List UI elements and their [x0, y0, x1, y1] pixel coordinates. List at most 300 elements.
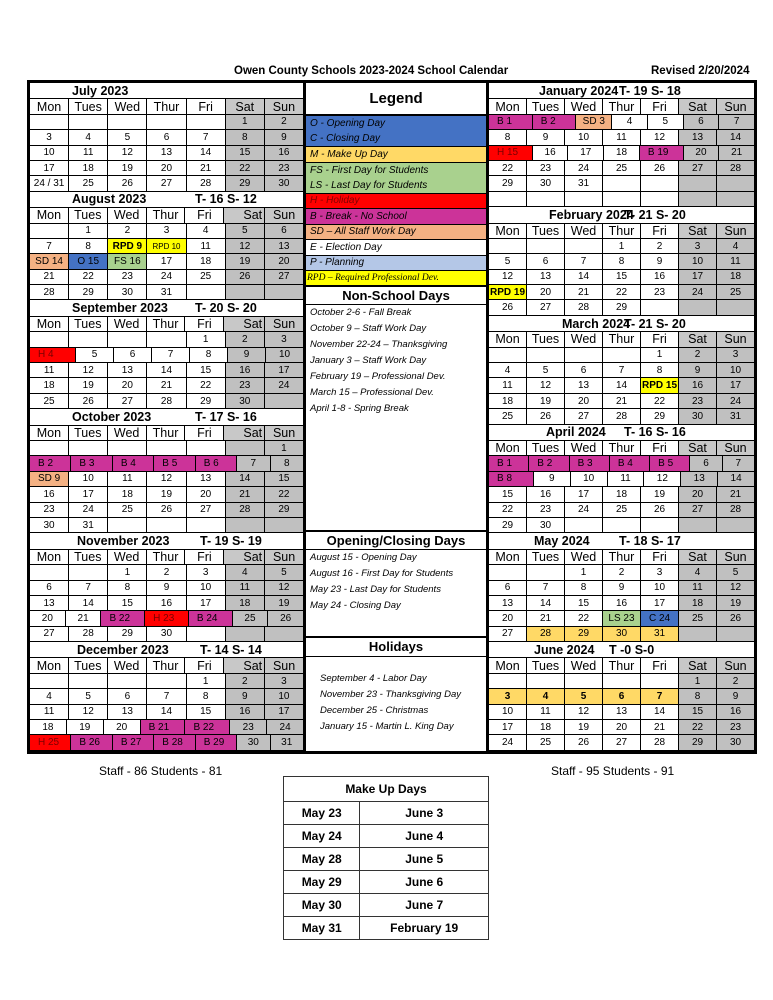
weekday-header-mon: Mon: [489, 99, 527, 114]
day-cell: 24: [147, 270, 186, 285]
make-up-day: June 5: [360, 848, 489, 871]
day-cell: [265, 627, 303, 642]
day-cell: [565, 239, 603, 254]
weekday-header-wed: Wed: [108, 99, 147, 114]
day-cell: 18: [489, 394, 527, 409]
day-cell: 2: [679, 348, 717, 363]
week-row: [30, 565, 303, 580]
month-title-row: [30, 83, 303, 99]
day-cell: RPD 15: [641, 378, 679, 393]
calendar-grid: [27, 80, 757, 754]
day-cell: B 22: [185, 720, 230, 735]
weekday-header-sun: Sun: [717, 99, 754, 114]
week-row: [30, 472, 303, 487]
day-cell: 25: [603, 161, 641, 176]
week-row: [489, 503, 754, 518]
day-cell: 31: [717, 409, 754, 424]
month-title-row: [30, 642, 303, 658]
day-cell: 28: [603, 409, 641, 424]
day-cell: 12: [147, 472, 186, 487]
day-cell: 10: [571, 472, 608, 487]
day-cell: 15: [187, 705, 226, 720]
day-cell: 15: [108, 596, 147, 611]
day-cell: [108, 115, 147, 130]
day-cell: 20: [265, 254, 303, 269]
weekday-header-wed: Wed: [565, 224, 603, 239]
day-cell: 5: [226, 224, 265, 239]
weekday-header-row: [30, 426, 303, 441]
weekday-header-row: [489, 658, 754, 673]
day-cell: 14: [147, 705, 186, 720]
list-item: April 1-8 - Spring Break: [310, 403, 409, 414]
month-title-row: [489, 533, 754, 549]
day-cell: 20: [684, 146, 720, 161]
day-cell: [30, 332, 69, 347]
day-cell: 15: [226, 146, 265, 161]
day-cell: 26: [226, 270, 265, 285]
week-row: [489, 456, 754, 471]
weekday-header-sun: Sun: [265, 426, 303, 441]
week-row: [30, 224, 303, 239]
day-cell: 7: [603, 363, 641, 378]
day-cell: 7: [152, 348, 190, 363]
weekday-header-tues: Tues: [69, 550, 108, 565]
weekday-header-fri: Fri: [185, 658, 224, 673]
spring-totals: Staff - 95 Students - 91: [551, 764, 675, 778]
day-cell: 4: [527, 689, 565, 704]
day-cell: 1: [187, 332, 226, 347]
day-cell: 18: [226, 596, 265, 611]
day-cell: 11: [226, 581, 265, 596]
weekday-header-tues: Tues: [527, 332, 565, 347]
legend-item: O - Opening Day: [306, 116, 486, 132]
week-row: [489, 239, 754, 254]
day-cell: 2: [265, 115, 303, 130]
day-cell: [265, 394, 303, 409]
day-cell: 20: [489, 611, 527, 626]
weekday-header-sat: Sat: [226, 99, 265, 114]
day-cell: [603, 518, 641, 533]
weekday-header-row: [489, 550, 754, 565]
day-cell: [147, 518, 186, 533]
day-cell: 25: [69, 176, 108, 191]
day-cell: 1: [679, 674, 717, 689]
weekday-header-fri: Fri: [185, 426, 224, 441]
weekday-header-sat: Sat: [679, 550, 717, 565]
day-cell: 5: [565, 689, 603, 704]
week-row: [489, 409, 754, 424]
day-cell: 1: [108, 565, 147, 580]
day-cell: 8: [190, 348, 228, 363]
weekday-header-row: [30, 208, 303, 223]
day-cell: 29: [265, 503, 303, 518]
day-cell: 13: [265, 239, 303, 254]
day-cell: 17: [568, 146, 604, 161]
week-row: [30, 487, 303, 502]
day-cell: 23: [108, 270, 147, 285]
week-row: [489, 254, 754, 269]
day-cell: 14: [527, 596, 565, 611]
weekday-header-row: [30, 550, 303, 565]
day-cell: 24: [489, 735, 527, 750]
day-cell: B 6: [196, 456, 237, 471]
list-item: January 15 - Martin L. King Day: [320, 721, 454, 732]
week-row: [489, 720, 754, 735]
week-row: [489, 565, 754, 580]
week-row: [489, 627, 754, 642]
make-up-row: [284, 894, 489, 917]
weekday-header-sat: Sat: [679, 441, 717, 456]
day-cell: 28: [717, 161, 754, 176]
original-day: May 28: [284, 848, 360, 871]
day-cell: 16: [226, 363, 265, 378]
day-cell: [69, 674, 108, 689]
day-cell: 6: [265, 224, 303, 239]
day-cell: 24: [679, 285, 717, 300]
weekday-header-sun: Sun: [265, 99, 303, 114]
week-row: [489, 146, 754, 161]
day-cell: 16: [603, 596, 641, 611]
month-title-row: [489, 316, 754, 332]
day-cell: 3: [489, 689, 527, 704]
day-cell: 28: [30, 285, 69, 300]
weekday-header-sun: Sun: [717, 658, 754, 673]
day-cell: 21: [641, 720, 679, 735]
day-cell: 11: [30, 363, 69, 378]
day-cell: 13: [679, 130, 717, 145]
week-row: [30, 130, 303, 145]
day-cell: 21: [226, 487, 265, 502]
day-cell: 24: [267, 720, 303, 735]
weekday-header-row: [489, 332, 754, 347]
weekday-header-fri: Fri: [641, 99, 679, 114]
weekday-header-wed: Wed: [565, 441, 603, 456]
day-cell: 30: [30, 518, 69, 533]
day-cell: 9: [228, 348, 266, 363]
day-cell: C 24: [641, 611, 679, 626]
week-row: [30, 394, 303, 409]
day-cell: 25: [489, 409, 527, 424]
day-cell: 23: [30, 503, 69, 518]
day-cell: 9: [147, 581, 186, 596]
day-cell: 14: [226, 472, 265, 487]
weekday-header-row: [30, 658, 303, 673]
weekday-header-fri: Fri: [185, 317, 224, 332]
week-row: [489, 176, 754, 191]
day-cell: 21: [719, 146, 754, 161]
day-cell: 16: [226, 705, 265, 720]
weekday-header-thur: Thur: [147, 550, 186, 565]
weekday-header-wed: Wed: [108, 550, 147, 565]
day-cell: 27: [147, 176, 186, 191]
day-cell: [226, 627, 265, 642]
day-cell: 11: [679, 581, 717, 596]
day-cell: 30: [108, 285, 147, 300]
day-cell: 10: [265, 689, 303, 704]
weekday-header-fri: Fri: [641, 224, 679, 239]
day-cell: 30: [527, 518, 565, 533]
day-cell: 26: [527, 409, 565, 424]
month-title-row: [30, 300, 303, 316]
day-cell: 4: [717, 239, 754, 254]
day-cell: B 4: [610, 456, 650, 471]
day-cell: [717, 176, 754, 191]
day-cell: 22: [679, 720, 717, 735]
day-cell: 12: [644, 472, 681, 487]
day-cell: 18: [717, 270, 754, 285]
day-cell: [717, 192, 754, 207]
weekday-header-tues: Tues: [527, 224, 565, 239]
day-cell: 18: [679, 596, 717, 611]
day-cell: 7: [641, 689, 679, 704]
day-cell: 17: [69, 487, 108, 502]
day-cell: 6: [147, 130, 186, 145]
day-cell: 23: [265, 161, 303, 176]
day-cell: 27: [489, 627, 527, 642]
day-cell: [603, 348, 641, 363]
weekday-header-mon: Mon: [30, 208, 69, 223]
day-cell: 26: [565, 735, 603, 750]
day-cell: 24: [565, 503, 603, 518]
day-cell: B 2: [529, 456, 569, 471]
day-cell: 31: [69, 518, 108, 533]
day-cell: 27: [30, 627, 69, 642]
day-cell: 21: [527, 611, 565, 626]
day-cell: 8: [565, 581, 603, 596]
day-cell: 16: [641, 270, 679, 285]
day-cell: H 4: [30, 348, 76, 363]
day-cell: B 4: [113, 456, 154, 471]
day-cell: 5: [69, 689, 108, 704]
weekday-header-tues: Tues: [69, 99, 108, 114]
month-name: March 2024: [562, 316, 631, 331]
list-item: October 9 – Staff Work Day: [310, 323, 427, 334]
day-cell: 1: [641, 348, 679, 363]
week-row: [30, 348, 303, 363]
day-cell: [108, 332, 147, 347]
day-cell: 1: [226, 115, 265, 130]
day-cell: 21: [603, 394, 641, 409]
day-cell: 1: [187, 674, 226, 689]
weekday-header-wed: Wed: [565, 550, 603, 565]
day-cell: 15: [603, 270, 641, 285]
day-cell: 18: [30, 378, 69, 393]
day-cell: SD 9: [30, 472, 69, 487]
month-title-row: [489, 207, 754, 223]
weekday-header-wed: Wed: [108, 208, 147, 223]
day-cell: 29: [489, 518, 527, 533]
day-cell: 13: [681, 472, 718, 487]
day-cell: 19: [641, 487, 679, 502]
day-cell: 15: [489, 487, 527, 502]
calendar-title: Owen County Schools 2023-2024 School Calendar: [234, 65, 509, 77]
day-cell: 26: [641, 503, 679, 518]
day-cell: B 1: [489, 115, 533, 130]
day-cell: [565, 348, 603, 363]
day-cell: 28: [187, 176, 226, 191]
list-item: November 23 - Thanksgiving Day: [320, 689, 461, 700]
day-cell: 26: [717, 611, 754, 626]
day-cell: 16: [265, 146, 303, 161]
legend-item: H - Holiday: [306, 194, 486, 210]
day-cell: [147, 441, 186, 456]
month-name: April 2024: [546, 425, 606, 440]
day-cell: 22: [265, 487, 303, 502]
day-cell: 3: [187, 565, 226, 580]
day-cell: 20: [30, 611, 66, 626]
weekday-header-sun: Sun: [265, 317, 303, 332]
day-cell: 11: [30, 705, 69, 720]
day-cell: 23: [226, 378, 265, 393]
week-row: [489, 472, 754, 487]
day-cell: 13: [108, 705, 147, 720]
week-row: [489, 378, 754, 393]
day-cell: 3: [30, 130, 69, 145]
day-cell: 19: [226, 254, 265, 269]
opening-closing-list: [306, 550, 486, 638]
day-cell: 9: [641, 254, 679, 269]
week-row: [30, 705, 303, 720]
day-cell: 17: [30, 161, 69, 176]
day-cell: 8: [641, 363, 679, 378]
day-cell: 14: [147, 363, 186, 378]
weekday-header-tues: Tues: [527, 550, 565, 565]
week-row: [30, 146, 303, 161]
day-cell: 19: [108, 161, 147, 176]
month-name: October 2023: [72, 409, 152, 424]
weekday-header-tues: Tues: [69, 426, 108, 441]
day-cell: [603, 674, 641, 689]
weekday-header-mon: Mon: [30, 99, 69, 114]
weekday-header-row: [489, 224, 754, 239]
day-cell: 5: [76, 348, 114, 363]
weekday-header-sun: Sun: [717, 224, 754, 239]
day-cell: 29: [603, 300, 641, 315]
weekday-header-wed: Wed: [565, 332, 603, 347]
day-cell: 17: [565, 487, 603, 502]
day-cell: 9: [527, 130, 565, 145]
day-cell: 26: [108, 176, 147, 191]
make-up-row: [284, 848, 489, 871]
day-cell: 27: [679, 161, 717, 176]
month-name: November 2023: [77, 534, 170, 549]
day-cell: 24: [69, 503, 108, 518]
day-cell: 3: [265, 674, 303, 689]
months-column-fall: [30, 83, 306, 751]
list-item: January 3 – Staff Work Day: [310, 355, 427, 366]
legend-item: B - Break - No School: [306, 209, 486, 225]
weekday-header-sat: Sat: [224, 550, 265, 565]
day-cell: 10: [679, 254, 717, 269]
day-cell: 19: [69, 378, 108, 393]
day-cell: 18: [604, 146, 640, 161]
weekday-header-mon: Mon: [30, 658, 69, 673]
month-title-row: [489, 642, 754, 658]
weekday-header-row: [489, 441, 754, 456]
weekday-header-thur: Thur: [147, 208, 186, 223]
week-row: [489, 705, 754, 720]
day-cell: 22: [187, 378, 226, 393]
day-cell: 15: [565, 596, 603, 611]
original-day: May 23: [284, 802, 360, 825]
day-cell: 16: [30, 487, 69, 502]
day-cell: 20: [187, 487, 226, 502]
day-cell: H 25: [30, 735, 71, 750]
day-cell: 22: [565, 611, 603, 626]
day-cell: 1: [265, 441, 303, 456]
original-day: May 30: [284, 894, 360, 917]
day-cell: 26: [268, 611, 303, 626]
day-cell: 7: [187, 130, 226, 145]
week-row: [489, 130, 754, 145]
day-cell: 12: [69, 363, 108, 378]
day-cell: [565, 674, 603, 689]
weekday-header-sat: Sat: [224, 426, 265, 441]
day-cell: 10: [69, 472, 108, 487]
day-cell: [187, 518, 226, 533]
day-counts: T- 20 S- 20: [195, 301, 257, 316]
week-row: [489, 611, 754, 626]
make-up-day: June 3: [360, 802, 489, 825]
day-cell: B 28: [154, 735, 195, 750]
day-cell: 4: [226, 565, 265, 580]
non-school-days-list: [306, 305, 486, 532]
day-counts: T- 16 S- 16: [624, 425, 686, 440]
day-cell: 14: [717, 130, 754, 145]
day-cell: [603, 176, 641, 191]
months-column-spring: [489, 83, 754, 751]
legend-item: SD – All Staff Work Day: [306, 225, 486, 241]
day-cell: 6: [527, 254, 565, 269]
day-cell: [30, 674, 69, 689]
day-cell: 11: [717, 254, 754, 269]
document-header: [0, 65, 773, 79]
day-cell: [679, 300, 717, 315]
day-cell: 11: [187, 239, 226, 254]
week-row: [30, 596, 303, 611]
day-cell: 25: [233, 611, 269, 626]
day-cell: 18: [527, 720, 565, 735]
make-up-row: [284, 917, 489, 940]
week-row: [489, 689, 754, 704]
week-row: [30, 254, 303, 269]
month-title-row: [30, 409, 303, 425]
day-cell: [565, 518, 603, 533]
day-cell: 5: [265, 565, 303, 580]
list-item: September 4 - Labor Day: [320, 673, 427, 684]
day-cell: 2: [108, 224, 147, 239]
day-cell: 12: [565, 705, 603, 720]
day-cell: 24: [265, 378, 303, 393]
day-cell: 28: [565, 300, 603, 315]
week-row: [489, 348, 754, 363]
day-cell: 19: [717, 596, 754, 611]
day-cell: [489, 192, 527, 207]
day-cell: 29: [679, 735, 717, 750]
day-cell: 22: [226, 161, 265, 176]
day-cell: RPD 10: [147, 239, 186, 254]
day-cell: 11: [608, 472, 645, 487]
day-cell: 22: [69, 270, 108, 285]
day-cell: 6: [603, 689, 641, 704]
weekday-header-sat: Sat: [224, 658, 265, 673]
day-cell: 13: [527, 270, 565, 285]
day-cell: 21: [717, 487, 754, 502]
day-cell: 12: [527, 378, 565, 393]
day-cell: 6: [489, 581, 527, 596]
day-cell: 28: [226, 503, 265, 518]
day-cell: 17: [265, 705, 303, 720]
